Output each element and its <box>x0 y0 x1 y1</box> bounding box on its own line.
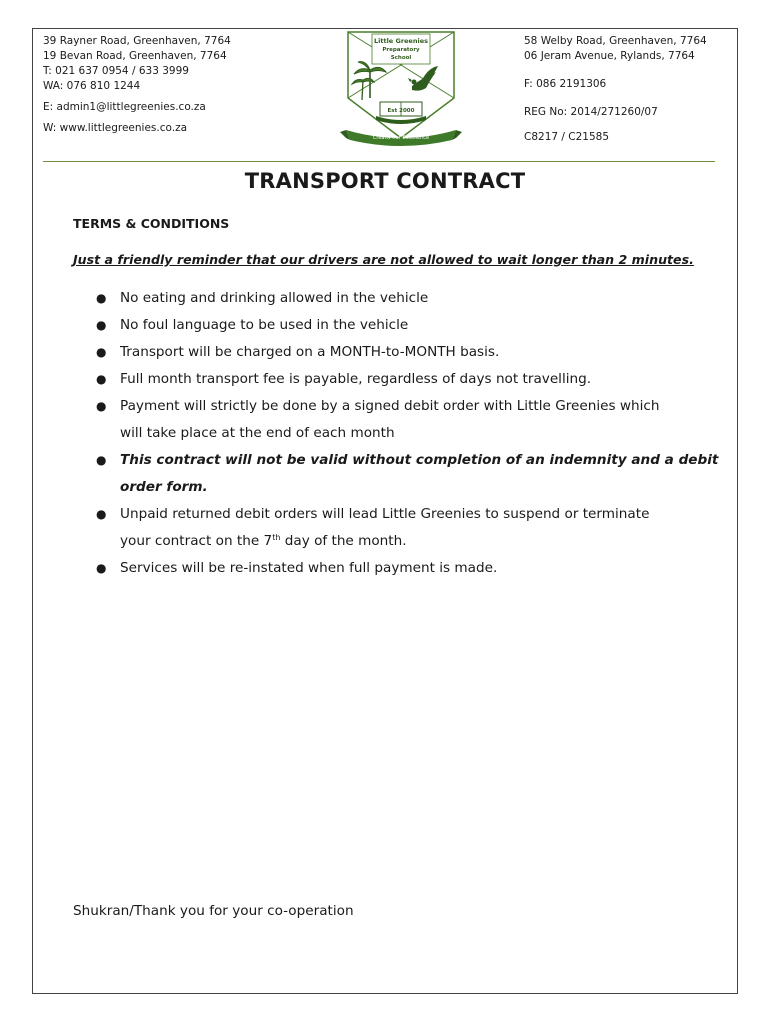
conditions-list <box>96 285 726 582</box>
terms-heading: TERMS & CONDITIONS <box>73 216 230 231</box>
bullet-icon: ● <box>96 399 107 413</box>
bullet-icon: ● <box>96 453 107 467</box>
address-line: 58 Welby Road, Greenhaven, 7764 <box>524 35 707 47</box>
list-item-emphasis: ● This contract will not be valid without completion of an indemnity and a debit order form. <box>96 447 726 501</box>
list-item: ● Transport will be charged on a MONTH-to-MONTH basis. <box>96 339 726 366</box>
crest-established: Est 2000 <box>387 108 415 114</box>
driver-wait-reminder: Just a friendly reminder that our drivers are not allowed to wait longer than 2 minutes. <box>73 252 694 267</box>
header-divider <box>43 161 715 162</box>
crest-name-line1: Little Greenies <box>374 37 428 45</box>
crest-motto: Creativ nur Excellence <box>372 135 430 141</box>
fax: F: 086 2191306 <box>524 78 607 90</box>
list-item: ● Full month transport fee is payable, regardless of days not travelling. <box>96 366 726 393</box>
registration-number: REG No: 2014/271260/07 <box>524 106 658 118</box>
bullet-icon: ● <box>96 507 107 521</box>
whatsapp: WA: 076 810 1244 <box>43 80 141 92</box>
bullet-icon: ● <box>96 372 107 386</box>
list-item: ● No foul language to be used in the vehicle <box>96 312 726 339</box>
bullet-icon: ● <box>96 561 107 575</box>
crest-name-line3: School <box>390 55 412 61</box>
bullet-icon: ● <box>96 345 107 359</box>
school-crest-logo <box>340 28 462 150</box>
page-title: TRANSPORT CONTRACT <box>244 169 526 193</box>
list-item: ● Payment will strictly be done by a signed debit order with Little Greenies which will take place at the end of each month <box>96 393 726 447</box>
email: E: admin1@littlegreenies.co.za <box>43 101 206 113</box>
address-line: 39 Rayner Road, Greenhaven, 7764 <box>43 35 231 47</box>
closing-thanks: Shukran/Thank you for your co-operation <box>73 903 354 919</box>
bullet-icon: ● <box>96 318 107 332</box>
list-item: ● No eating and drinking allowed in the vehicle <box>96 285 726 312</box>
list-item: ● Unpaid returned debit orders will lead Little Greenies to suspend or terminate your contract on the 7th day of the month. <box>96 501 726 555</box>
address-line: 19 Bevan Road, Greenhaven, 7764 <box>43 50 227 62</box>
website: W: www.littlegreenies.co.za <box>43 122 188 134</box>
license-codes: C8217 / C21585 <box>524 131 609 143</box>
address-line: 06 Jeram Avenue, Rylands, 7764 <box>524 50 695 62</box>
bullet-icon: ● <box>96 291 107 305</box>
telephone: T: 021 637 0954 / 633 3999 <box>43 65 189 77</box>
crest-name-line2: Preparatory <box>382 47 420 53</box>
header-left-contact <box>43 34 231 136</box>
header-right-contact <box>524 34 707 145</box>
list-item: ● Services will be re-instated when full payment is made. <box>96 555 726 582</box>
